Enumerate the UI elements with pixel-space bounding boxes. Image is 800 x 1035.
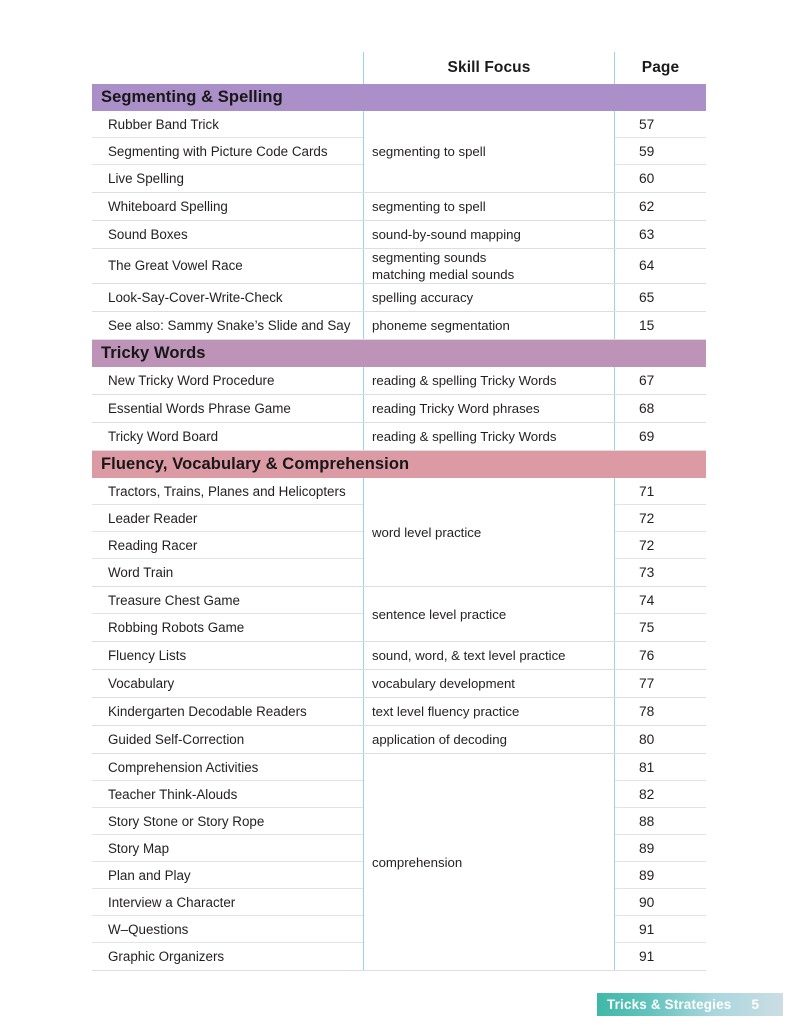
toc-entry-page[interactable]: 91	[639, 949, 655, 965]
toc-entry-page[interactable]: 77	[639, 676, 655, 692]
group-titles	[92, 395, 363, 422]
toc-entry-title[interactable]: New Tricky Word Procedure	[108, 373, 275, 389]
toc-entry-title[interactable]: Vocabulary	[108, 676, 175, 692]
toc-entry-skill-focus: word level practice	[363, 478, 614, 586]
skill-group	[92, 221, 706, 249]
group-pages	[614, 423, 706, 450]
toc-entry-skill-focus: application of decoding	[363, 726, 614, 753]
toc-entry-title[interactable]: Teacher Think-Alouds	[92, 781, 363, 808]
toc-entry-title[interactable]: Word Train	[108, 565, 174, 581]
skill-focus-line: segmenting sounds	[372, 250, 487, 265]
toc-entry-page[interactable]: 89	[615, 862, 706, 889]
toc-entry-title[interactable]: W–Questions	[92, 916, 363, 943]
skill-group	[92, 423, 706, 451]
toc-entry-title[interactable]: Story Map	[92, 835, 363, 862]
toc-entry-title[interactable]: Kindergarten Decodable Readers	[108, 704, 307, 720]
toc-sections	[92, 84, 706, 971]
group-pages	[614, 395, 706, 422]
skill-group	[92, 587, 706, 642]
group-titles	[92, 284, 363, 311]
toc-entry-page[interactable]: 90	[615, 889, 706, 916]
group-pages	[614, 249, 706, 283]
skill-group	[92, 754, 706, 971]
group-pages	[614, 670, 706, 697]
toc-entry-page[interactable]: 57	[615, 111, 706, 138]
skill-group	[92, 670, 706, 698]
toc-entry-title[interactable]: The Great Vowel Race	[108, 258, 243, 273]
skill-group	[92, 395, 706, 423]
footer-page-number: 5	[751, 997, 759, 1012]
group-titles	[92, 423, 363, 450]
toc-entry-title[interactable]: Leader Reader	[92, 505, 363, 532]
group-pages	[614, 478, 706, 586]
toc-entry-skill-focus: segmenting to spell	[363, 111, 614, 192]
skill-group	[92, 367, 706, 395]
header-page: Page	[614, 52, 706, 84]
toc-entry-title[interactable]: Live Spelling	[108, 171, 184, 186]
group-pages	[614, 754, 706, 970]
toc-entry-skill-focus: sentence level practice	[363, 587, 614, 641]
skill-group	[92, 193, 706, 221]
toc-entry-title[interactable]: Graphic Organizers	[108, 949, 225, 965]
group-titles	[92, 478, 363, 586]
table-of-contents	[92, 52, 706, 971]
group-titles	[92, 367, 363, 394]
skill-group	[92, 726, 706, 754]
toc-entry-skill-focus: sound, word, & text level practice	[363, 642, 614, 669]
toc-entry-page[interactable]: 60	[639, 171, 655, 186]
footer-tab	[597, 993, 783, 1016]
group-pages	[614, 367, 706, 394]
toc-entry-page[interactable]: 91	[615, 916, 706, 943]
toc-entry-page[interactable]: 80	[639, 732, 655, 748]
toc-entry-skill-focus: reading & spelling Tricky Words	[363, 423, 614, 450]
group-pages	[614, 587, 706, 641]
group-titles	[92, 111, 363, 192]
toc-entry-title[interactable]: Comprehension Activities	[92, 754, 363, 781]
toc-entry-title[interactable]: Rubber Band Trick	[92, 111, 363, 138]
footer-section-label: Tricks & Strategies	[607, 997, 732, 1012]
toc-entry-page[interactable]: 89	[615, 835, 706, 862]
group-pages	[614, 111, 706, 192]
section-band-fluency-vocabulary-comprehension: Fluency, Vocabulary & Comprehension	[92, 451, 706, 478]
group-pages	[614, 221, 706, 248]
toc-entry-page[interactable]: 81	[615, 754, 706, 781]
toc-entry-page[interactable]: 62	[639, 199, 655, 214]
toc-entry-page[interactable]: 73	[639, 565, 655, 581]
group-pages	[614, 726, 706, 753]
toc-entry-title[interactable]: Essential Words Phrase Game	[108, 401, 291, 417]
toc-entry-skill-focus: vocabulary development	[363, 670, 614, 697]
toc-entry-skill-focus: comprehension	[363, 754, 614, 970]
section-band-tricky-words: Tricky Words	[92, 340, 706, 367]
group-titles	[92, 587, 363, 641]
toc-entry-skill-focus: sound-by-sound mapping	[363, 221, 614, 248]
toc-entry-title[interactable]: Guided Self-Correction	[108, 732, 245, 748]
header-title-column	[92, 52, 363, 84]
group-titles	[92, 193, 363, 220]
toc-entry-page[interactable]: 71	[615, 478, 706, 505]
toc-entry-page[interactable]: 15	[639, 318, 655, 334]
toc-entry-title[interactable]: Interview a Character	[92, 889, 363, 916]
skill-group	[92, 642, 706, 670]
group-titles	[92, 726, 363, 753]
toc-entry-page[interactable]: 78	[639, 704, 655, 720]
group-titles	[92, 249, 363, 283]
skill-group	[92, 312, 706, 340]
toc-entry-page[interactable]: 72	[615, 532, 706, 559]
toc-entry-skill-focus: text level fluency practice	[363, 698, 614, 725]
skill-group	[92, 698, 706, 726]
toc-entry-page[interactable]: 75	[639, 620, 655, 636]
header-skill-focus: Skill Focus	[363, 52, 614, 84]
group-titles	[92, 221, 363, 248]
toc-entry-skill-focus: spelling accuracy	[363, 284, 614, 311]
toc-header-row	[92, 52, 706, 84]
toc-entry-page[interactable]: 82	[615, 781, 706, 808]
group-titles	[92, 670, 363, 697]
toc-entry-page[interactable]: 88	[615, 808, 706, 835]
toc-entry-title[interactable]: Look-Say-Cover-Write-Check	[108, 290, 283, 306]
toc-entry-title[interactable]: Tractors, Trains, Planes and Helicopters	[92, 478, 363, 505]
toc-entry-page[interactable]: 68	[639, 401, 655, 417]
toc-entry-skill-focus	[363, 249, 614, 283]
toc-entry-title[interactable]: See also: Sammy Snake’s Slide and Say	[108, 318, 351, 334]
group-pages	[614, 642, 706, 669]
toc-entry-page[interactable]: 67	[639, 373, 655, 389]
group-pages	[614, 193, 706, 220]
toc-entry-page[interactable]: 74	[615, 587, 706, 614]
skill-focus-line: matching medial sounds	[372, 267, 515, 283]
toc-entry-page[interactable]: 69	[639, 429, 655, 445]
toc-entry-page[interactable]: 63	[639, 227, 655, 242]
group-titles	[92, 754, 363, 970]
toc-entry-skill-focus: phoneme segmentation	[363, 312, 614, 339]
group-titles	[92, 698, 363, 725]
toc-entry-page[interactable]: 64	[639, 258, 655, 273]
skill-group	[92, 478, 706, 587]
toc-entry-title[interactable]: Plan and Play	[92, 862, 363, 889]
section-band-segmenting-spelling: Segmenting & Spelling	[92, 84, 706, 111]
toc-entry-page[interactable]: 72	[615, 505, 706, 532]
toc-entry-page[interactable]: 76	[639, 648, 655, 664]
toc-entry-title[interactable]: Segmenting with Picture Code Cards	[92, 138, 363, 165]
group-titles	[92, 312, 363, 339]
skill-group	[92, 249, 706, 284]
toc-entry-page[interactable]: 65	[639, 290, 655, 306]
toc-entry-title[interactable]: Reading Racer	[92, 532, 363, 559]
toc-entry-skill-focus: reading & spelling Tricky Words	[363, 367, 614, 394]
toc-entry-title[interactable]: Robbing Robots Game	[108, 620, 245, 636]
group-pages	[614, 312, 706, 339]
toc-entry-skill-focus: reading Tricky Word phrases	[363, 395, 614, 422]
toc-entry-title[interactable]: Treasure Chest Game	[92, 587, 363, 614]
skill-group	[92, 284, 706, 312]
toc-entry-title[interactable]: Fluency Lists	[108, 648, 187, 664]
toc-entry-title[interactable]: Story Stone or Story Rope	[92, 808, 363, 835]
group-pages	[614, 284, 706, 311]
toc-entry-title[interactable]: Tricky Word Board	[108, 429, 219, 445]
toc-entry-title[interactable]: Sound Boxes	[108, 227, 188, 242]
toc-entry-page[interactable]: 59	[615, 138, 706, 165]
group-titles	[92, 642, 363, 669]
toc-entry-title[interactable]: Whiteboard Spelling	[108, 199, 228, 214]
toc-entry-skill-focus: segmenting to spell	[363, 193, 614, 220]
group-pages	[614, 698, 706, 725]
skill-group	[92, 111, 706, 193]
